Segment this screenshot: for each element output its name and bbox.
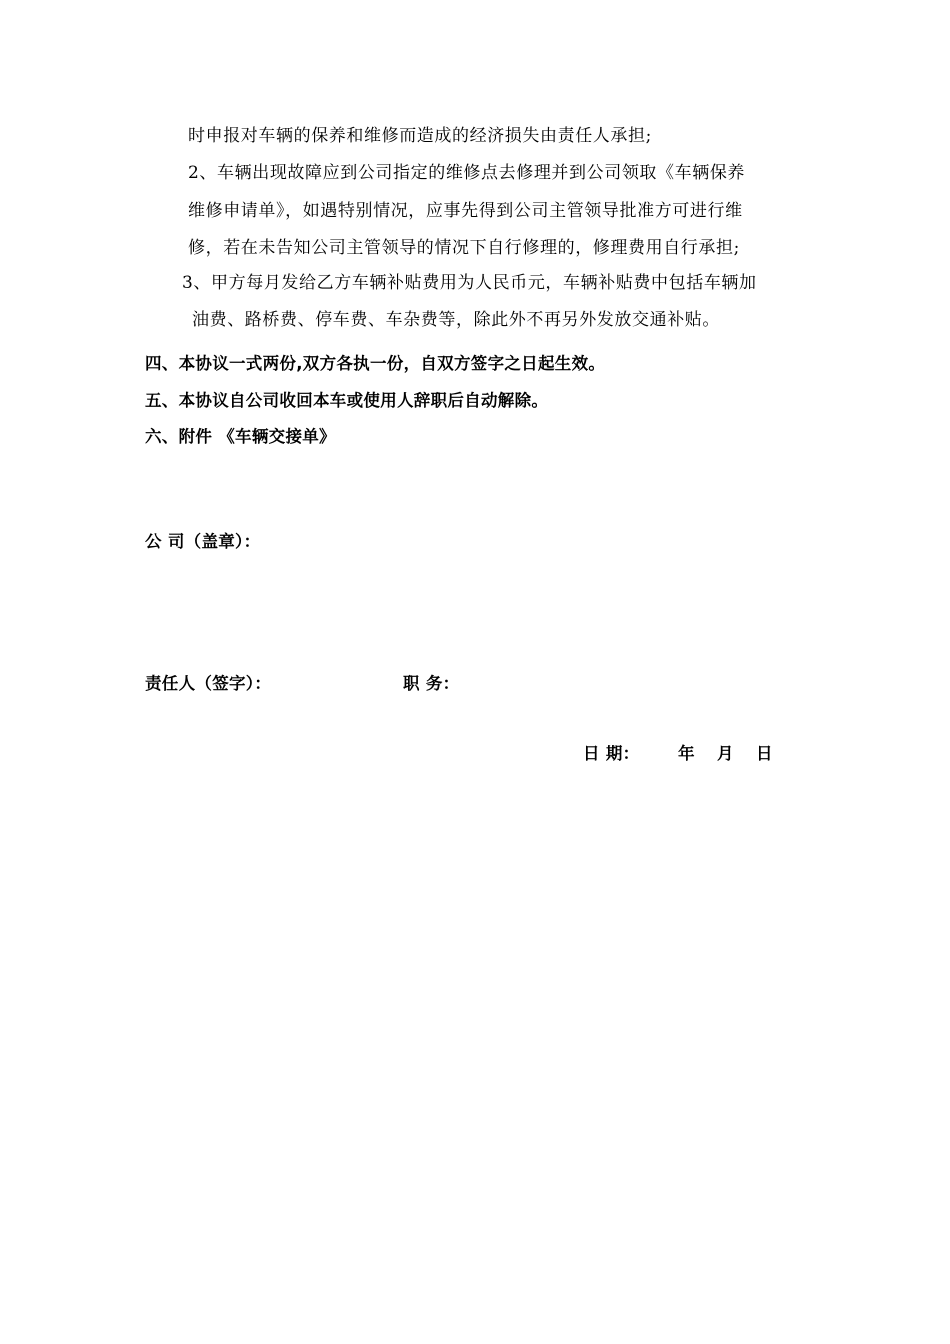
clause-item3-line1: 3、甲方每月发给乙方车辆补贴费用为人民币元，车辆补贴费中包括车辆加: [182, 273, 757, 293]
clause-item2-line3: 修，若在未告知公司主管领导的情况下自行修理的，修理费用自行承担;: [188, 238, 740, 258]
section-six: 六、附件 《车辆交接单》: [145, 427, 336, 446]
position-label: 职 务：: [403, 674, 460, 693]
date-label: 日 期：: [583, 744, 640, 763]
clause-item2-line2: 维修申请单》，如遇特别情况，应事先得到公司主管领导批准方可进行维: [188, 201, 743, 221]
clause-item2-line1: 2、车辆出现故障应到公司指定的维修点去修理并到公司领取《车辆保养: [188, 163, 746, 183]
clause-item1-tail: 时申报对车辆的保养和维修而造成的经济损失由责任人承担;: [188, 126, 652, 146]
section-five: 五、本协议自公司收回本车或使用人辞职后自动解除。: [145, 391, 549, 410]
section-four: 四、本协议一式两份,双方各执一份，自双方签字之日起生效。: [145, 354, 606, 373]
date-day: 日: [756, 744, 773, 763]
date-month: 月: [717, 744, 734, 763]
clause-item3-line2: 油费、路桥费、停车费、车杂费等，除此外不再另外发放交通补贴。: [192, 310, 720, 330]
company-seal-label: 公 司（盖章）：: [145, 532, 261, 551]
date-year: 年: [678, 744, 695, 763]
date-row: [0, 743, 950, 765]
responsible-signature-label: 责任人（签字）：: [145, 674, 272, 693]
